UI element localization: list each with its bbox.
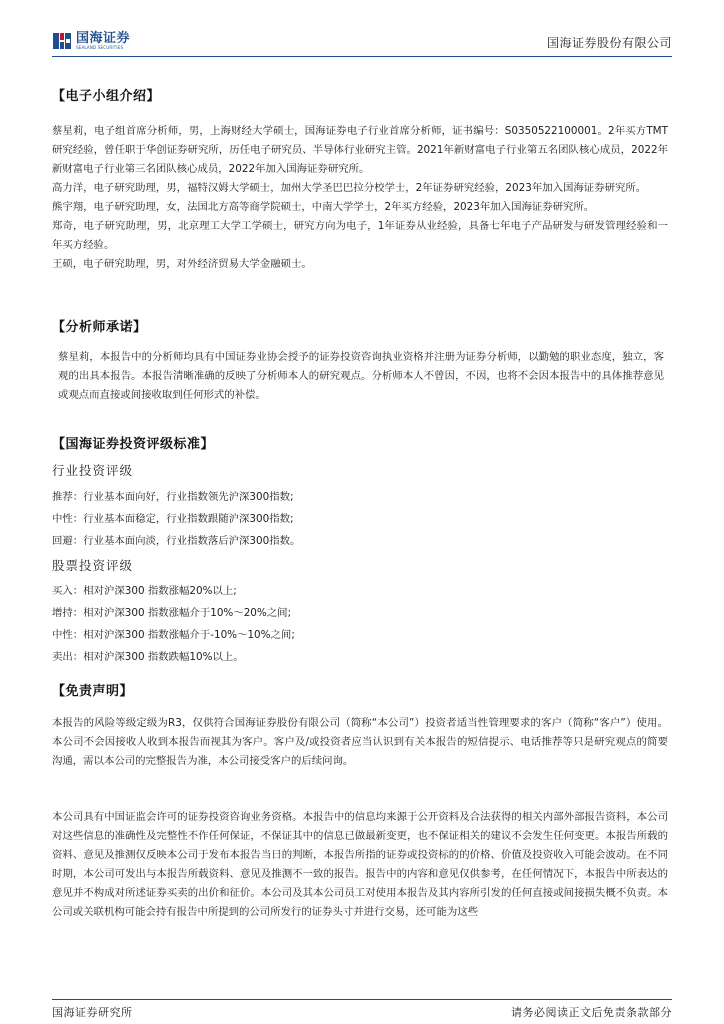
team-section-title: 【电子小组介绍】 [52,89,161,104]
rating-section-title: 【国海证券投资评级标准】 [52,437,215,452]
team-member-paragraph: 郑奇，电子研究助理，男，北京理工大学工学硕士，研究方向为电子，1年证券从业经验，具备七年电子产品研发与研发管理经验和一年买方经验。 [52,220,668,251]
disclaimer-risk-text [52,714,668,771]
page-header [52,30,672,57]
disclaimer-paragraph: 本公司具有中国证监会许可的证券投资咨询业务资格。本报告中的信息均来源于公开资料及合法获得的相关内部外部报告资料，本公司对这些信息的准确性及完整性不作任何保证，不保证其中的信息已做最新变更，也不保证相关的建议不会发生任何变更。本报告所载的资料、意见及推测仅反映本公司于发布本报告当日的判断，本报告所指的证券或投资标的的价格、价值及投资收入可能会波动。在不同时期，本公司可发出与本报告所载资料、意见及推测不一致的报告。报告中的内容和意见仅供参考，在任何情况下，本报告中所表达的意见并不构成对所述证券买卖的出价和征价。本公司及其本公司员工对使用本报告及其内容所引发的任何直接或间接损失概不负责。本公司或关联机构可能会持有报告中所提到的公司所发行的证券头寸并进行交易，还可能为这些 [52,811,668,918]
industry-rating-item: 回避：行业基本面向淡，行业指数落后沪深300指数。 [52,535,301,547]
header-company-name: 国海证券股份有限公司 [546,36,672,50]
industry-rating-list [52,486,300,552]
team-member-paragraph: 熊宇翔，电子研究助理，女，法国北方高等商学院硕士，中南大学学士，2年买方经验，2023年加入国海证券研究所。 [52,201,595,213]
disclaimer-section-title: 【免责声明】 [52,684,134,699]
commitment-section-title: 【分析师承诺】 [52,320,147,335]
stock-rating-item: 中性：相对沪深300 指数涨幅介于-10%～10%之间; [52,629,295,641]
logo-name-cn: 国海证券 [76,31,131,46]
footer-institute: 国海证券研究所 [52,1006,133,1019]
company-logo [52,30,130,52]
footer-notice: 请务必阅读正文后免责条款部分 [511,1006,672,1019]
commitment-text [58,348,664,405]
logo-name-en: SEALAND SECURITIES [76,45,124,50]
industry-rating-item: 中性：行业基本面稳定，行业指数跟随沪深300指数; [52,513,294,525]
footer-divider [52,999,672,1000]
stock-rating-item: 卖出：相对沪深300 指数跌幅10%以上。 [52,651,244,663]
team-member-paragraph: 王硕，电子研究助理，男，对外经济贸易大学金融硕士。 [52,258,312,270]
sealand-logo-icon [52,31,72,51]
commitment-paragraph: 蔡星莉，本报告中的分析师均具有中国证券业协会授予的证券投资咨询执业资格并注册为证券分析师，以勤勉的职业态度，独立，客观的出具本报告。本报告清晰准确的反映了分析师本人的研究观点。分析师本人不曾因，不因，也将不会因本报告中的具体推荐意见或观点而直接或间接收取到任何形式的补偿。 [58,351,664,401]
team-intro [52,122,668,274]
disclaimer-body-text [52,808,668,922]
stock-rating-title: 股票投资评级 [52,558,134,573]
stock-rating-list [52,580,295,668]
industry-rating-item: 推荐：行业基本面向好，行业指数领先沪深300指数; [52,491,294,503]
team-member-paragraph: 高力洋，电子研究助理，男，福特汉姆大学硕士，加州大学圣巴巴拉分校学士，2年证券研究经验，2023年加入国海证券研究所。 [52,182,647,194]
disclaimer-paragraph: 本报告的风险等级定级为R3，仅供符合国海证券股份有限公司（简称“本公司”）投资者适当性管理要求的客户（简称“客户”）使用。本公司不会因接收人收到本报告而视其为客户。客户及/或投资者应当认识到有关本报告的短信提示、电话推荐等只是研究观点的简要沟通，需以本公司的完整报告为准，本公司接受客户的后续问询。 [52,717,668,767]
stock-rating-item: 买入：相对沪深300 指数涨幅20%以上; [52,585,237,597]
stock-rating-item: 增持：相对沪深300 指数涨幅介于10%～20%之间; [52,607,292,619]
industry-rating-title: 行业投资评级 [52,463,134,478]
team-member-paragraph: 蔡星莉，电子组首席分析师，男，上海财经大学硕士，国海证券电子行业首席分析师，证书编号：S0350522100001。2年买方TMT研究经验，曾任职于华创证券研究所，历任电子研究员、半导体行业研究主管。2021年新财富电子行业第五名团队核心成员，2022年新财富电子行业第三名团队核心成员，2022年加入国海证券研究所。 [52,125,668,175]
